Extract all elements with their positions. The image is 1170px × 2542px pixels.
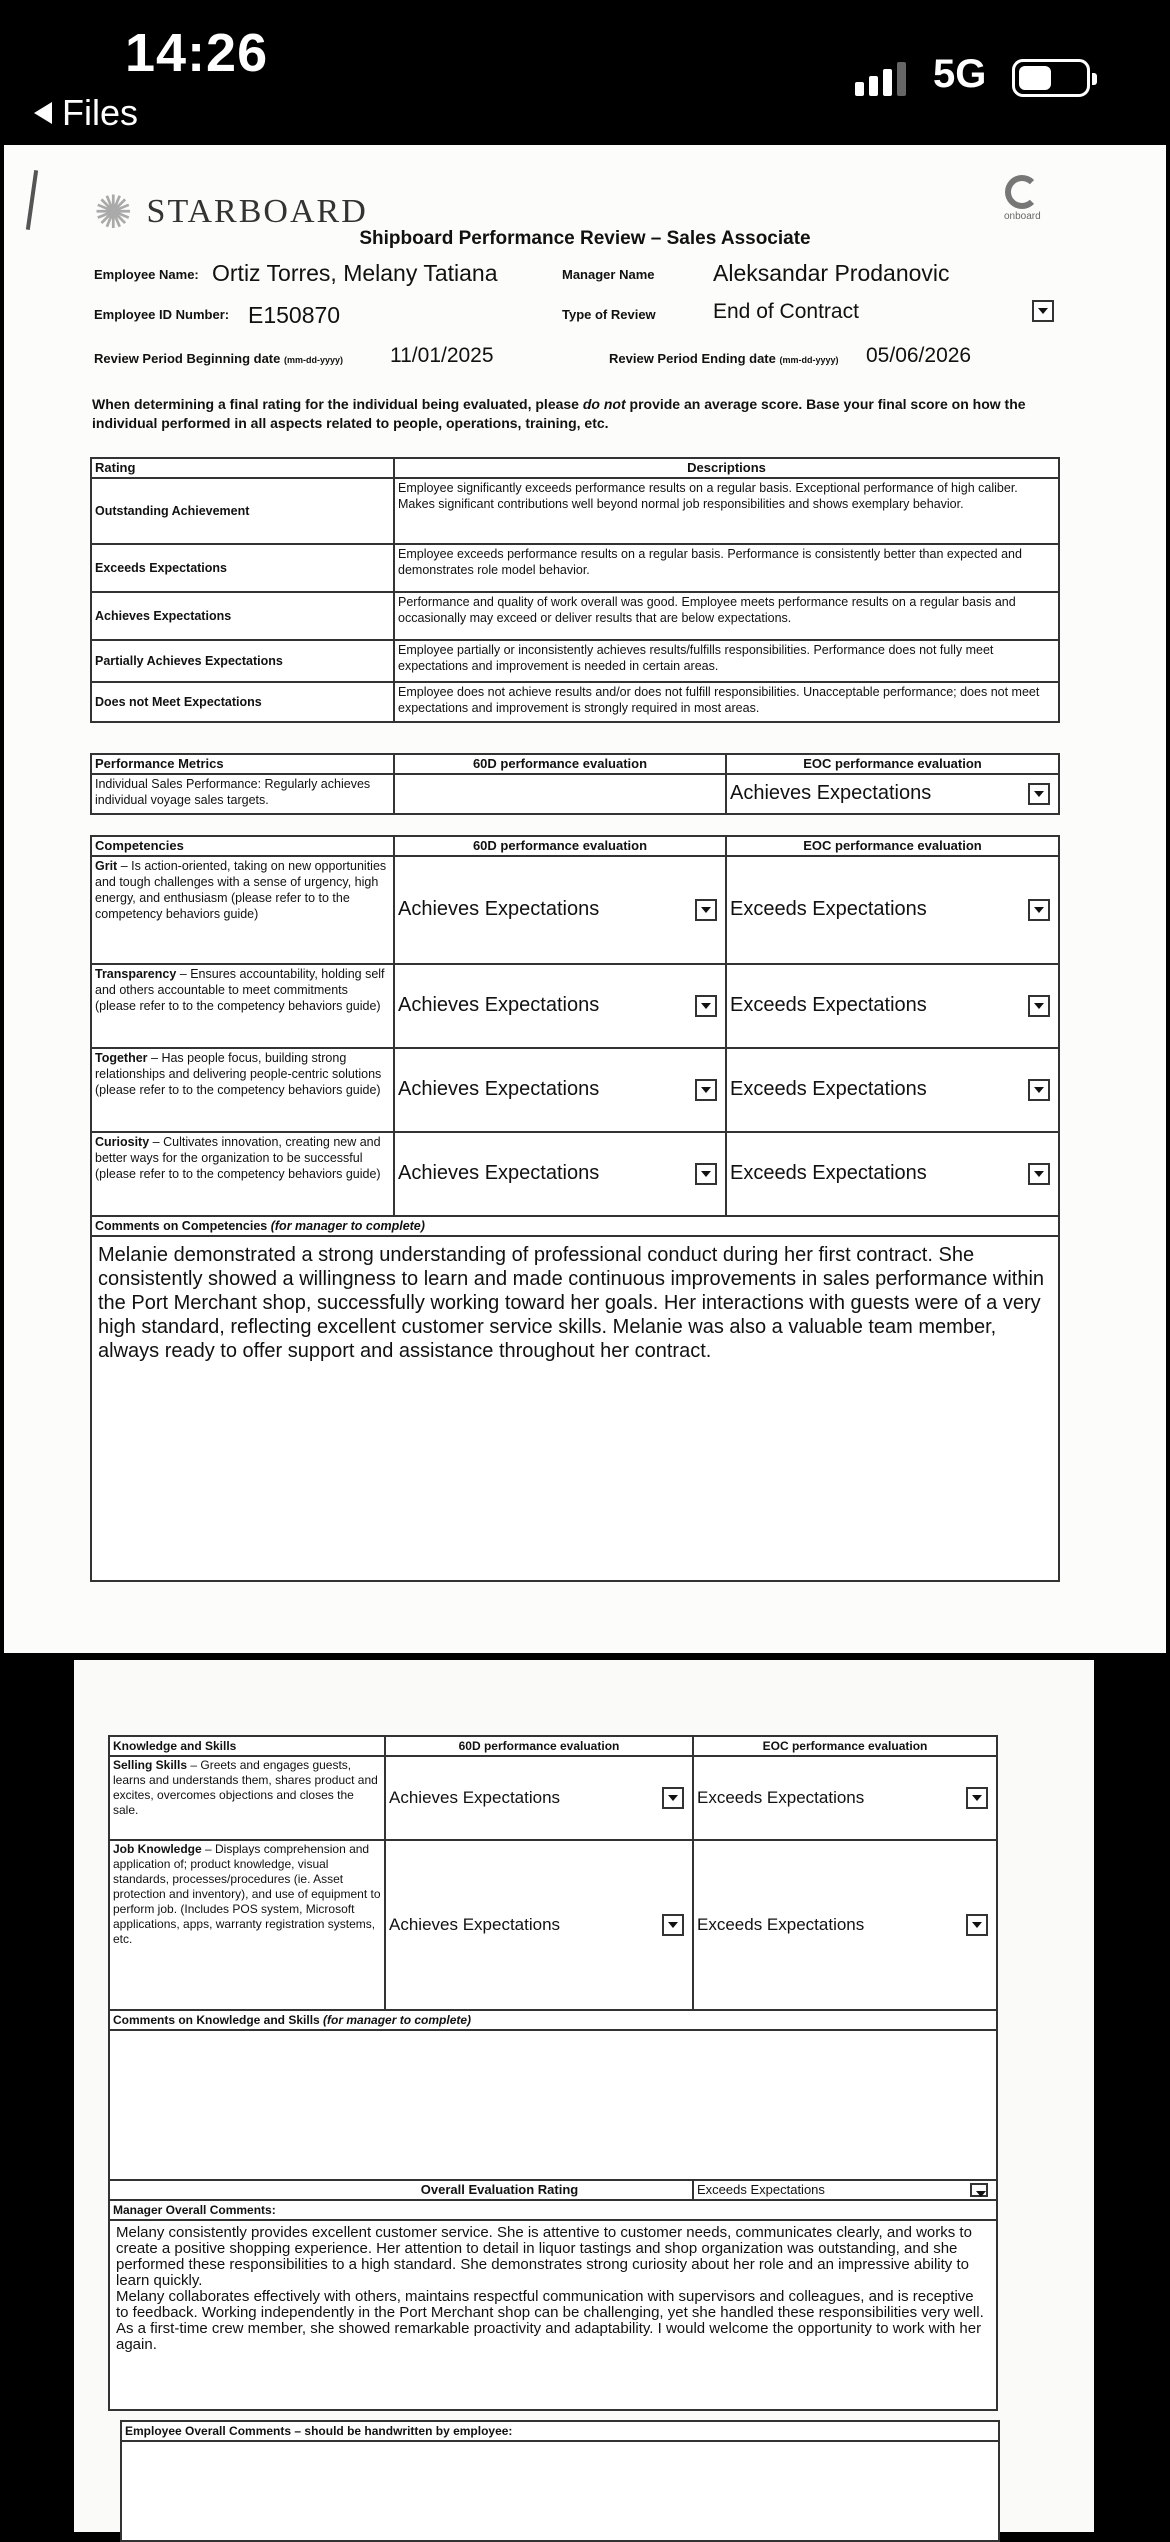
document-page-1 xyxy=(4,145,1166,1653)
eoc-header: EOC performance evaluation xyxy=(726,754,1059,774)
employee-name-label: Employee Name: xyxy=(94,267,199,282)
manager-comments-label: Manager Overall Comments: xyxy=(109,2200,997,2220)
rating-description: Employee significantly exceeds performance results on a regular basis. Exceptional performance of high caliber. Makes significant contributions well beyond normal job responsibilities and shows exemplary behavior. xyxy=(394,478,1059,544)
back-to-files-button[interactable] xyxy=(34,92,138,134)
period-end-field[interactable]: 05/06/2026 xyxy=(866,344,972,367)
curiosity-eoc-select[interactable]: Exceeds Expectations xyxy=(726,1132,1059,1216)
rating-header: Rating xyxy=(91,458,394,478)
dropdown-icon[interactable] xyxy=(662,1914,684,1936)
competency-comments-label: Comments on Competencies (for manager to complete) xyxy=(91,1216,1059,1236)
rating-name: Partially Achieves Expectations xyxy=(91,640,394,682)
document-page-2 xyxy=(74,1660,1094,2532)
d60-header: 60D performance evaluation xyxy=(394,836,726,856)
competencies-table xyxy=(90,835,1060,1582)
performance-metrics-table xyxy=(90,753,1060,815)
competencies-header: Competencies xyxy=(91,836,394,856)
rating-name: Achieves Expectations xyxy=(91,592,394,640)
back-label: Files xyxy=(62,92,139,133)
dropdown-icon[interactable] xyxy=(966,1787,988,1809)
network-type: 5G xyxy=(933,52,987,96)
dropdown-icon[interactable] xyxy=(1028,995,1050,1017)
rating-descriptions-table xyxy=(90,457,1060,723)
rating-name: Outstanding Achievement xyxy=(91,478,394,544)
form-title: Shipboard Performance Review – Sales Associate xyxy=(359,228,811,249)
dropdown-icon[interactable] xyxy=(695,995,717,1017)
status-time: 14:26 xyxy=(125,23,269,83)
knowledge-header: Knowledge and Skills xyxy=(109,1736,385,1756)
onboard-logo-icon: onboard xyxy=(1004,175,1041,222)
together-eoc-select[interactable]: Exceeds Expectations xyxy=(726,1048,1059,1132)
dropdown-icon[interactable] xyxy=(695,1079,717,1101)
manager-name-field[interactable]: Aleksandar Prodanovic xyxy=(713,260,950,286)
d60-header: 60D performance evaluation xyxy=(394,754,726,774)
review-type-dropdown-icon[interactable] xyxy=(1032,300,1054,322)
dropdown-icon[interactable] xyxy=(1028,1163,1050,1185)
knowledge-comments-field[interactable] xyxy=(109,2030,997,2180)
job-knowledge-eoc-select[interactable]: Exceeds Expectations xyxy=(693,1840,997,2010)
period-begin-label: Review Period Beginning date xyxy=(94,351,281,366)
period-end-label: Review Period Ending date xyxy=(609,351,776,366)
curiosity-d60-select[interactable]: Achieves Expectations xyxy=(394,1132,726,1216)
job-knowledge-d60-select[interactable]: Achieves Expectations xyxy=(385,1840,693,2010)
brand-name: STARBOARD xyxy=(146,193,368,230)
together-d60-select[interactable]: Achieves Expectations xyxy=(394,1048,726,1132)
status-bar xyxy=(0,0,1170,145)
instructions-text: When determining a final rating for the individual being evaluated, please do not provide an average score. Base your final score on how the individual performed in all aspects related to people, operations, training, etc. xyxy=(92,396,1026,431)
competency-transparency: Transparency – Ensures accountability, holding self and others accountable to meet commitments (please refer to to the competency behaviors guide) xyxy=(91,964,394,1048)
rating-description: Employee does not achieve results and/or does not fulfill responsibilities. Unacceptable performance; does not meet expectations and improvement is strongly required in most areas. xyxy=(394,682,1059,722)
dropdown-icon[interactable] xyxy=(966,1914,988,1936)
employee-id-field[interactable]: E150870 xyxy=(248,302,341,328)
knowledge-skills-table xyxy=(108,1735,998,2411)
metric-name: Individual Sales Performance: Regularly achieves individual voyage sales targets. xyxy=(91,774,394,814)
review-type-label: Type of Review xyxy=(562,307,656,322)
skill-selling: Selling Skills – Greets and engages guests, learns and understands them, shares product and excites, overcomes objections and closes the sale. xyxy=(109,1756,385,1840)
transparency-eoc-select[interactable]: Exceeds Expectations xyxy=(726,964,1059,1048)
dropdown-icon[interactable] xyxy=(662,1787,684,1809)
descriptions-header: Descriptions xyxy=(394,458,1059,478)
employee-comments-field[interactable] xyxy=(121,2441,999,2541)
knowledge-comments-label: Comments on Knowledge and Skills (for manager to complete) xyxy=(109,2010,997,2030)
grit-d60-select[interactable]: Achieves Expectations xyxy=(394,856,726,964)
skill-job-knowledge: Job Knowledge – Displays comprehension and application of; product knowledge, visual standards, processes/procedures (ie. Asset protection and inventory), and use of equipment to perform job. (Includes POS system, Microsoft applications, apps, warranty registration systems, etc. xyxy=(109,1840,385,2010)
rating-description: Employee partially or inconsistently achieves results/fulfills responsibilities. Performance does not fully meet expectations and improvement is needed in certain areas. xyxy=(394,640,1059,682)
selling-eoc-select[interactable]: Exceeds Expectations xyxy=(693,1756,997,1840)
rating-name: Exceeds Expectations xyxy=(91,544,394,592)
signal-icon xyxy=(855,62,906,96)
dropdown-icon[interactable] xyxy=(970,2183,988,2197)
competency-curiosity: Curiosity – Cultivates innovation, creating new and better ways for the organization to be successful (please refer to to the competency behaviors guide) xyxy=(91,1132,394,1216)
dropdown-icon[interactable] xyxy=(1028,899,1050,921)
grit-eoc-select[interactable]: Exceeds Expectations xyxy=(726,856,1059,964)
dropdown-icon[interactable] xyxy=(695,899,717,921)
back-arrow-icon xyxy=(34,102,52,124)
competency-grit: Grit – Is action-oriented, taking on new opportunities and tough challenges with a sense of urgency, high energy, and enthusiasm (please refer to to the competency behaviors guide) xyxy=(91,856,394,964)
manager-name-label: Manager Name xyxy=(562,267,655,282)
period-begin-format: (mm-dd-yyyy) xyxy=(284,355,344,365)
overall-rating-select[interactable]: Exceeds Expectations xyxy=(693,2180,997,2200)
manager-comments-field[interactable]: Melany consistently provides excellent customer service. She is attentive to customer needs, communicates clearly, and works to create a positive shopping experience. Her attention to detail in liquor tastings and shop organization was outstanding, and she performed these responsibilities to a high standard. She demonstrates strong curiosity about her role and an impressive ability to learn quickly. Melany collaborates effectively with others, maintains respectful communication with supervisors and colleagues, and is receptive to feedback. Working independently in the Port Merchant shop can be challenging, yet she handled these responsibilities very well. As a first-time crew member, she showed remarkable proactivity and adaptability. I would welcome the opportunity to work with her again. xyxy=(109,2220,997,2410)
competency-together: Together – Has people focus, building strong relationships and delivering people-centric solutions (please refer to to the competency behaviors guide) xyxy=(91,1048,394,1132)
rating-description: Employee exceeds performance results on a regular basis. Performance is consistently better than expected and demonstrates role model behavior. xyxy=(394,544,1059,592)
rating-description: Performance and quality of work overall was good. Employee meets performance results on a regular basis and occasionally may exceed or deliver results that are below expectations. xyxy=(394,592,1059,640)
dropdown-icon[interactable] xyxy=(1028,783,1050,805)
battery-icon xyxy=(1012,59,1090,97)
rating-name: Does not Meet Expectations xyxy=(91,682,394,722)
dropdown-icon[interactable] xyxy=(695,1163,717,1185)
starburst-icon: ✺ xyxy=(94,187,135,238)
transparency-d60-select[interactable]: Achieves Expectations xyxy=(394,964,726,1048)
employee-name-field[interactable]: Ortiz Torres, Melany Tatiana xyxy=(212,260,498,286)
metrics-header: Performance Metrics xyxy=(91,754,394,774)
overall-rating-label: Overall Evaluation Rating xyxy=(109,2180,693,2200)
employee-comments-table xyxy=(120,2420,1000,2542)
dropdown-icon[interactable] xyxy=(1028,1079,1050,1101)
period-end-format: (mm-dd-yyyy) xyxy=(779,355,839,365)
eoc-header: EOC performance evaluation xyxy=(693,1736,997,1756)
period-begin-field[interactable]: 11/01/2025 xyxy=(390,344,494,367)
d60-header: 60D performance evaluation xyxy=(385,1736,693,1756)
employee-id-label: Employee ID Number: xyxy=(94,307,230,322)
metric-eoc-select[interactable]: Achieves Expectations xyxy=(726,774,1059,814)
review-type-select[interactable]: End of Contract xyxy=(713,300,859,323)
metric-d60-select[interactable] xyxy=(394,774,726,814)
employee-comments-label: Employee Overall Comments – should be handwritten by employee: xyxy=(121,2421,999,2441)
pen-mark xyxy=(26,170,38,230)
selling-d60-select[interactable]: Achieves Expectations xyxy=(385,1756,693,1840)
competency-comments-field[interactable]: Melanie demonstrated a strong understanding of professional conduct during her first contract. She consistently showed a willingness to learn and made continuous improvements in sales performance within the Port Merchant shop, successfully working toward her goals. Her interactions with guests were of a very high standard, reflecting excellent customer service skills. Melanie was also a valuable team member, always ready to offer support and assistance throughout her contract. xyxy=(91,1236,1059,1581)
eoc-header: EOC performance evaluation xyxy=(726,836,1059,856)
